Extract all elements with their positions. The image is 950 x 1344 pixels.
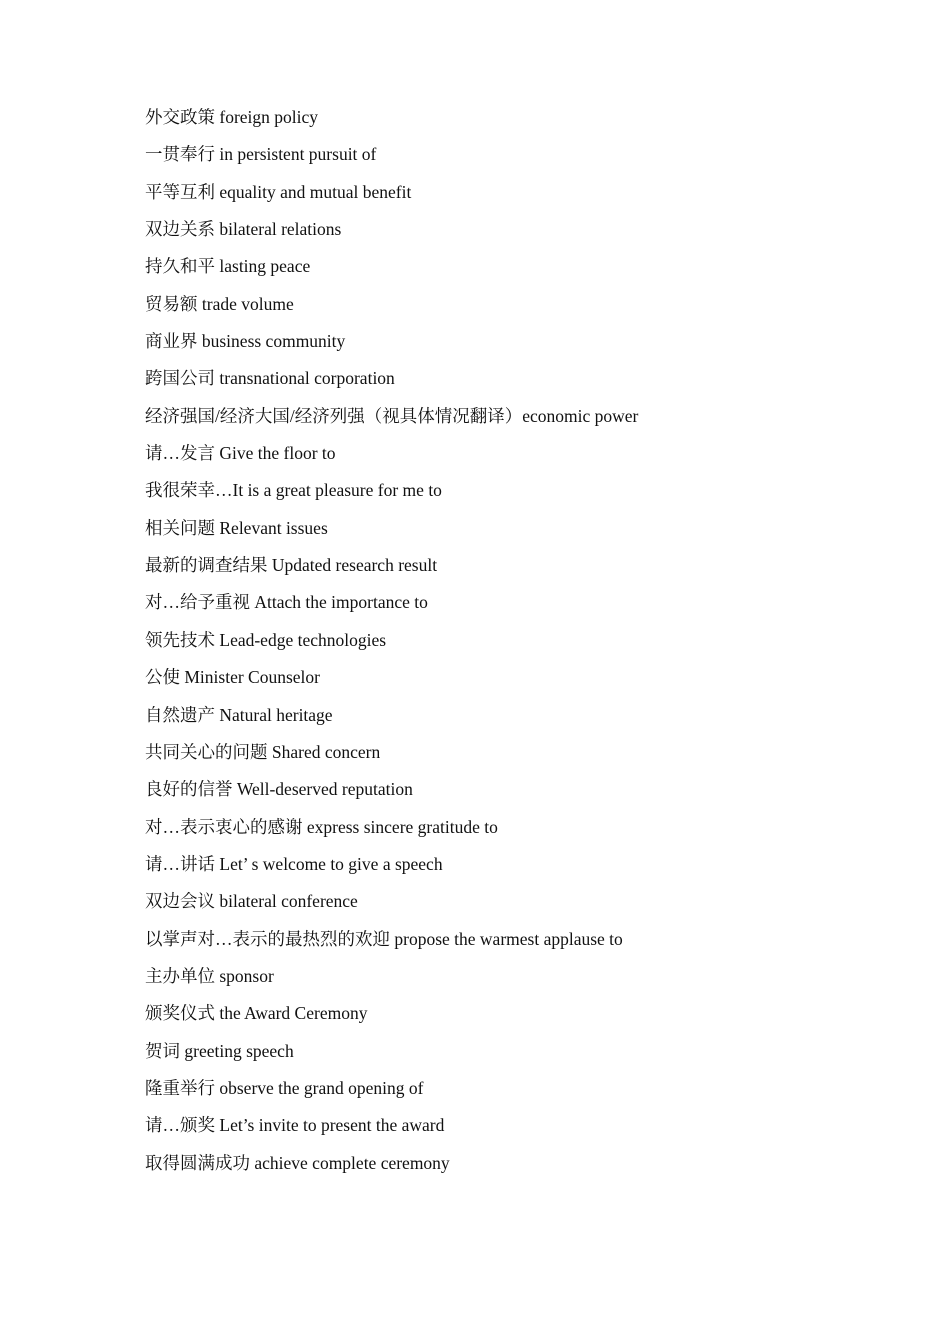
entry-text: 自然遗产 Natural heritage: [145, 704, 333, 725]
glossary-entry: [145, 510, 905, 547]
entry-text: 商业界 business community: [145, 331, 346, 352]
glossary-entry: [145, 1107, 905, 1144]
glossary-entry: [145, 398, 905, 435]
glossary-entry: [145, 547, 905, 584]
entry-text: 相关问题 Relevant issues: [145, 517, 328, 538]
entry-text: 一贯奉行 in persistent pursuit of: [145, 144, 377, 165]
glossary-entry: [145, 286, 905, 323]
entry-text: 以掌声对…表示的最热烈的欢迎 propose the warmest applause to: [145, 928, 623, 949]
entry-text: 对…表示衷心的感谢 express sincere gratitude to: [145, 816, 498, 837]
glossary-entry: [145, 697, 905, 734]
entry-text: 对…给予重视 Attach the importance to: [145, 592, 428, 613]
glossary-entry: [145, 921, 905, 958]
entry-text: 领先技术 Lead-edge technologies: [145, 629, 387, 650]
entry-text: 共同关心的问题 Shared concern: [145, 741, 381, 762]
entry-text: 公使 Minister Counselor: [145, 667, 320, 688]
glossary-entry: [145, 435, 905, 472]
entry-text: 双边关系 bilateral relations: [145, 219, 342, 240]
entry-text: 取得圆满成功 achieve complete ceremony: [145, 1152, 450, 1173]
entry-text: 最新的调查结果 Updated research result: [145, 555, 438, 576]
entry-text: 主办单位 sponsor: [145, 965, 274, 986]
glossary-entry: [145, 360, 905, 397]
entry-text: 经济强国/经济大国/经济列强（视具体情况翻译）economic power: [145, 405, 639, 426]
entry-text: 我很荣幸…It is a great pleasure for me to: [145, 480, 442, 501]
entry-text: 请…发言 Give the floor to: [145, 443, 336, 464]
glossary-entry: [145, 323, 905, 360]
entry-text: 请…讲话 Let’ s welcome to give a speech: [145, 853, 443, 874]
entry-text: 跨国公司 transnational corporation: [145, 368, 395, 389]
entry-text: 双边会议 bilateral conference: [145, 891, 358, 912]
glossary-entry: [145, 211, 905, 248]
glossary-entry: [145, 1145, 905, 1182]
glossary-entry: [145, 846, 905, 883]
entry-text: 平等互利 equality and mutual benefit: [145, 181, 412, 202]
glossary-entry: [145, 771, 905, 808]
glossary-entry: [145, 883, 905, 920]
glossary-entry: [145, 958, 905, 995]
glossary-entry: [145, 174, 905, 211]
glossary-entry: [145, 734, 905, 771]
glossary-entry: [145, 1070, 905, 1107]
entry-text: 外交政策 foreign policy: [145, 107, 319, 127]
glossary-entry: [145, 1033, 905, 1070]
glossary-entry: [145, 99, 905, 136]
glossary-entry: [145, 659, 905, 696]
entry-text: 贸易额 trade volume: [145, 293, 294, 314]
entry-text: 持久和平 lasting peace: [145, 256, 311, 277]
glossary-entry: [145, 472, 905, 509]
glossary-entry: [145, 622, 905, 659]
entry-text: 请…颁奖 Let’s invite to present the award: [145, 1115, 445, 1136]
glossary-list: [145, 99, 905, 1182]
entry-text: 隆重举行 observe the grand opening of: [145, 1077, 424, 1098]
entry-text: 贺词 greeting speech: [145, 1040, 294, 1061]
entry-text: 良好的信誉 Well-deserved reputation: [145, 779, 413, 800]
glossary-entry: [145, 248, 905, 285]
glossary-entry: [145, 809, 905, 846]
glossary-entry: [145, 584, 905, 621]
glossary-entry: [145, 136, 905, 173]
glossary-entry: [145, 995, 905, 1032]
entry-text: 颁奖仪式 the Award Ceremony: [145, 1003, 368, 1024]
